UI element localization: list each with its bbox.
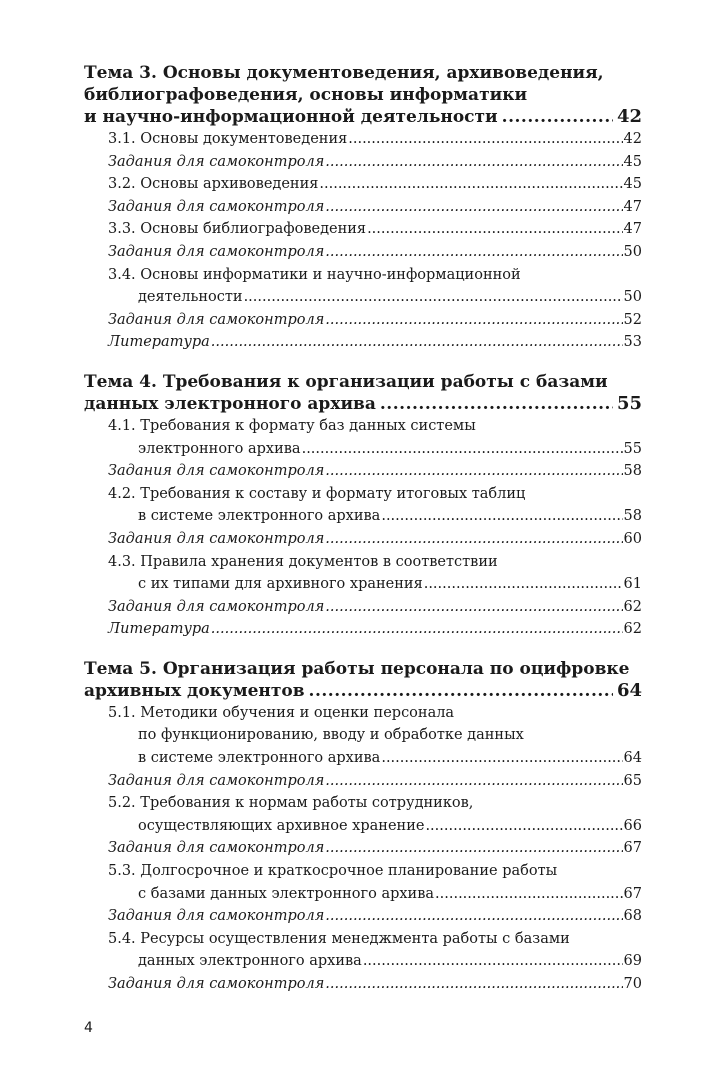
entry-line [108, 747, 642, 770]
page-ref: 67 [623, 840, 642, 857]
entry-line [108, 196, 642, 219]
dot-leader [435, 883, 623, 906]
dot-leader [367, 218, 622, 241]
entry-text: Тема 3. Основы документоведения, архивоведения, [84, 63, 604, 83]
dot-leader [325, 528, 622, 551]
entry-text: по функционированию, вводу и обработке данных [138, 727, 524, 744]
page-ref: 50 [623, 289, 642, 306]
entry-line [108, 483, 642, 506]
page-ref: 60 [623, 530, 642, 547]
entry-line [108, 815, 642, 838]
page-ref: 58 [623, 463, 642, 480]
toc-entry [84, 860, 642, 905]
dot-leader [302, 438, 623, 461]
entry-text: деятельности [138, 289, 243, 306]
dot-leader [348, 128, 622, 151]
page-ref: 66 [623, 817, 642, 834]
entry-text: 3.3. Основы библиографоведения [108, 221, 367, 238]
toc-entry [84, 702, 642, 770]
toc-entry [84, 264, 642, 309]
toc-subentry [84, 973, 642, 996]
dot-leader [381, 747, 622, 770]
page-ref: 42 [616, 106, 642, 127]
dot-leader [244, 286, 623, 309]
entry-line [108, 218, 642, 241]
dot-leader [211, 331, 623, 354]
entry-text: с их типами для архивного хранения [138, 576, 423, 593]
page-ref: 64 [623, 750, 642, 767]
dot-leader [325, 596, 622, 619]
entry-text: Задания для самоконтроля [108, 198, 325, 215]
entry-line [108, 438, 642, 461]
entry-line [108, 618, 642, 641]
entry-text: данных электронного архива [138, 953, 362, 970]
entry-line [108, 286, 642, 309]
entry-line [108, 596, 642, 619]
entry-text: 5.1. Методики обучения и оценки персонала [108, 704, 455, 721]
entry-line [108, 460, 642, 483]
page-ref: 45 [623, 153, 642, 170]
entry-text: 4.2. Требования к составу и формату итоговых таблиц [108, 485, 526, 502]
page-ref: 52 [623, 311, 642, 328]
toc-entry [84, 792, 642, 837]
page-ref: 67 [623, 885, 642, 902]
page-ref: 61 [623, 576, 642, 593]
page-ref: 47 [623, 198, 642, 215]
entry-text: 3.2. Основы архивоведения [108, 176, 319, 193]
entry-line [108, 860, 642, 883]
heading-line [84, 658, 642, 680]
entry-line [108, 837, 642, 860]
page-ref: 58 [623, 508, 642, 525]
toc-subentry [84, 837, 642, 860]
toc-entry [84, 928, 642, 973]
page-ref: 55 [623, 440, 642, 457]
toc-entry [84, 173, 642, 196]
toc-subentry [84, 460, 642, 483]
toc-entry [84, 218, 642, 241]
dot-leader [381, 505, 622, 528]
toc-subentry [84, 331, 642, 354]
dot-leader [319, 173, 622, 196]
topic-heading [84, 62, 642, 128]
toc-subentry [84, 618, 642, 641]
entry-line [108, 973, 642, 996]
page-ref: 47 [623, 221, 642, 238]
entry-text: в системе электронного архива [138, 750, 381, 767]
toc-topic [84, 658, 642, 996]
entry-text: 5.3. Долгосрочное и краткосрочное планирование работы [108, 863, 558, 880]
page-ref: 45 [623, 176, 642, 193]
entry-text: Задания для самоконтроля [108, 530, 325, 547]
page-ref: 53 [623, 334, 642, 351]
dot-leader [325, 905, 622, 928]
dot-leader [502, 106, 613, 128]
entry-line [108, 415, 642, 438]
heading-line [84, 62, 642, 84]
entry-line [108, 928, 642, 951]
toc-subentry [84, 528, 642, 551]
entry-text: Задания для самоконтроля [108, 153, 325, 170]
dot-leader [325, 973, 622, 996]
entry-line [108, 173, 642, 196]
dot-leader [425, 815, 622, 838]
entry-text: данных электронного архива [84, 393, 376, 414]
entry-text: 4.1. Требования к формату баз данных системы [108, 417, 476, 434]
entry-text: Задания для самоконтроля [108, 908, 325, 925]
entry-text: 4.3. Правила хранения документов в соответствии [108, 553, 498, 570]
dot-leader [325, 837, 622, 860]
page-ref: 62 [623, 598, 642, 615]
entry-line [108, 309, 642, 332]
entry-line [108, 505, 642, 528]
toc-subentry [84, 596, 642, 619]
entry-line [108, 331, 642, 354]
entry-line [108, 151, 642, 174]
page-ref: 64 [616, 679, 642, 701]
entry-text: 5.4. Ресурсы осуществления менеджмента работы с базами [108, 930, 570, 947]
page-ref: 70 [623, 976, 642, 992]
entry-text: с базами данных электронного архива [138, 885, 435, 902]
dot-leader [211, 618, 623, 641]
dot-leader [325, 460, 622, 483]
toc-subentry [84, 196, 642, 219]
entry-text: 3.1. Основы документоведения [108, 131, 348, 147]
toc-subentry [84, 241, 642, 264]
toc-entry [84, 128, 642, 151]
page-ref: 42 [623, 131, 642, 147]
heading-line [84, 106, 642, 128]
entry-text: Задания для самоконтроля [108, 840, 325, 857]
page-ref: 50 [623, 243, 642, 260]
dot-leader [309, 680, 613, 702]
entry-line [108, 528, 642, 551]
entry-text: осуществляющих архивное хранение [138, 817, 425, 834]
entry-text: Тема 5. Организация работы персонала по оцифровке [84, 658, 630, 679]
toc-subentry [84, 905, 642, 928]
heading-line [84, 680, 642, 702]
table-of-contents [84, 62, 642, 996]
entry-line [108, 264, 642, 287]
entry-text: Тема 4. Требования к организации работы с базами [84, 371, 608, 392]
page-ref: 55 [616, 392, 642, 414]
entry-text: библиографоведения, основы информатики [84, 85, 528, 105]
entry-line [108, 792, 642, 815]
entry-text: архивных документов [84, 680, 305, 701]
entry-line [108, 883, 642, 906]
toc-subentry [84, 151, 642, 174]
entry-text: Задания для самоконтроля [108, 243, 325, 260]
toc-entry [84, 415, 642, 460]
entry-line [108, 724, 642, 747]
heading-line [84, 393, 642, 415]
entry-line [108, 950, 642, 973]
entry-text: Литература [108, 334, 210, 351]
entry-text: Задания для самоконтроля [108, 598, 325, 615]
entry-text: Задания для самоконтроля [108, 976, 325, 992]
entry-text: Задания для самоконтроля [108, 772, 325, 789]
page-ref: 69 [623, 953, 642, 970]
toc-topic [84, 371, 642, 641]
entry-line [108, 128, 642, 151]
topic-heading [84, 371, 642, 415]
heading-line [84, 371, 642, 393]
entry-text: Задания для самоконтроля [108, 311, 325, 328]
dot-leader [325, 196, 622, 219]
dot-leader [325, 151, 622, 174]
heading-line [84, 84, 642, 106]
topic-heading [84, 658, 642, 702]
page-ref: 68 [623, 908, 642, 925]
entry-line [108, 702, 642, 725]
toc-entry [84, 483, 642, 528]
dot-leader [325, 241, 622, 264]
page-ref: 65 [623, 772, 642, 789]
entry-text: электронного архива [138, 440, 301, 457]
entry-line [108, 770, 642, 793]
dot-leader [424, 573, 623, 596]
toc-subentry [84, 770, 642, 793]
entry-text: и научно-информационной деятельности [84, 107, 498, 127]
entry-line [108, 241, 642, 264]
entry-text: Задания для самоконтроля [108, 463, 325, 480]
entry-line [108, 551, 642, 574]
toc-subentry [84, 309, 642, 332]
entry-line [108, 573, 642, 596]
entry-line [108, 905, 642, 928]
page-ref: 62 [623, 621, 642, 638]
dot-leader [325, 309, 622, 332]
toc-topic [84, 62, 642, 354]
page-number: 4 [84, 1020, 93, 1036]
entry-text: Литература [108, 621, 210, 638]
dot-leader [380, 393, 613, 415]
dot-leader [363, 950, 623, 973]
toc-entry [84, 551, 642, 596]
entry-text: в системе электронного архива [138, 508, 381, 525]
dot-leader [325, 770, 622, 793]
entry-text: 3.4. Основы информатики и научно-информационной [108, 266, 521, 283]
entry-text: 5.2. Требования к нормам работы сотрудников, [108, 795, 474, 812]
